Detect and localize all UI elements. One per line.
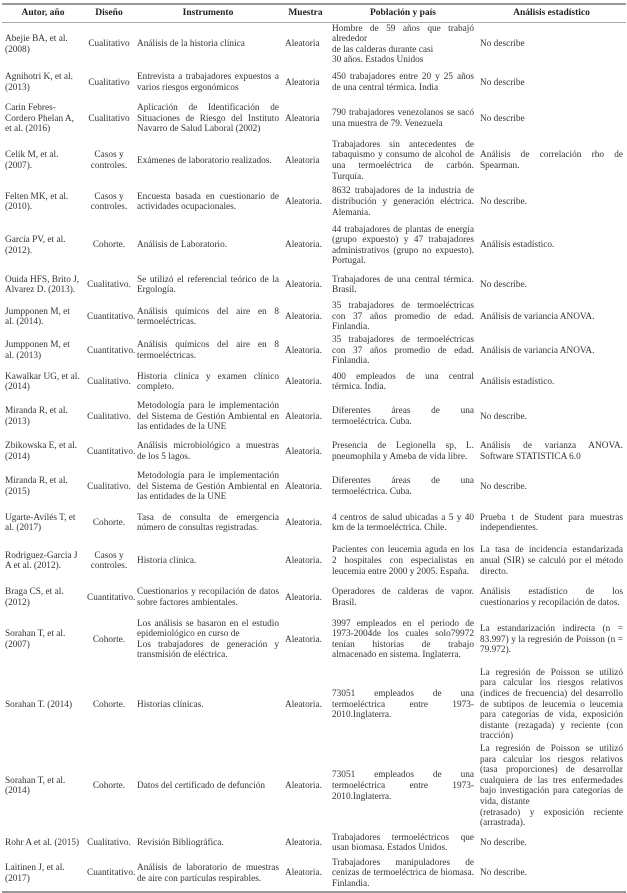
cell-statistics: La regresión de Poisson se utilizó para calcular los riesgos relativos (tasa proporciones) de desarrollar cualquiera de las tres enfermedades bajo investigación para categorías de vida, distante (retrasado) y exposición reciente (arrastrada). — [480, 743, 623, 829]
cell-population: Trabajadores manipuladores de cenizas de termoeléctrica de biomasa. Finlandia. — [332, 857, 474, 889]
cell-statistics: La estandarización indirecta (n = 83.997) y la regresión de Poisson (n = 79.972). — [480, 623, 623, 656]
cell-population: Diferentes áreas de una termoeléctrica. Cuba. — [332, 476, 474, 497]
cell-design: Cohorte. — [92, 518, 126, 529]
cell-population: 35 trabajadores de termoeléctricas con 37 años promedio de edad. Finlandia. — [332, 301, 474, 333]
cell-sample: Aleatoria. — [285, 837, 322, 848]
cell-statistics: No describe. — [480, 481, 527, 492]
cell-statistics: Análisis de varianza ANOVA. Software STATISTICA 6.0 — [480, 441, 623, 462]
cell-instrument: Aplicación de Identificación de Situaciones de Riesgo del Instituto Navarro de Salud Laboral (2002) — [137, 102, 279, 135]
cell-instrument: Se utilizó el referencial teórico de la Ergología. — [137, 274, 279, 296]
cell-statistics: No describe. — [480, 411, 527, 422]
cell-design: Cohorte. — [92, 240, 126, 251]
cell-design: Casos y controles. — [90, 150, 128, 172]
cell-design: Cohorte. — [92, 699, 126, 710]
table-row — [2, 183, 626, 221]
table-row — [2, 368, 626, 397]
cell-author: Celik M, et al. (2007). — [5, 150, 59, 172]
cell-statistics: La regresión de Poisson se utilizó para calcular los riesgos relativos (índices de frecuencia) del desarrollo de subtipos de leucemia o leucemia para categorías de vida, exposición distante (rezagada) y reciente (con tracción) — [480, 667, 623, 742]
table-row — [2, 22, 626, 67]
cell-instrument: Encuesta basada en cuestionario de actividades ocupacionales. — [137, 191, 279, 213]
cell-sample: Aleatoria. — [285, 556, 322, 567]
cell-design: Casos y controles. — [90, 191, 128, 213]
cell-author: Agnihotri K, et al. (2013) — [5, 72, 73, 93]
cell-sample: Aleatoria — [285, 39, 320, 50]
header-instrument: Instrumento — [182, 7, 234, 18]
studies-table — [2, 3, 626, 893]
cell-design: Cualitativo. — [87, 377, 131, 388]
cell-instrument: Revisión Bibliográfica. — [137, 837, 224, 848]
cell-design: Cualitativo. — [87, 837, 131, 848]
cell-author: Jumpponen M, et al. (2014). — [5, 306, 70, 328]
cell-instrument: Metodología para le implementación del Sistema de Gestión Ambiental en las entidades de la UNE — [137, 470, 279, 503]
cell-sample: Aleatoria. — [285, 377, 322, 388]
cell-sample: Aleatoria. — [285, 279, 322, 290]
cell-statistics: Análisis estadístico. — [480, 377, 555, 388]
table-row — [2, 139, 626, 183]
table-row — [2, 743, 626, 830]
table-row — [2, 300, 626, 334]
cell-statistics: No describe. — [480, 868, 527, 879]
cell-population: Hombre de 59 años que trabajó alrededor de las calderas durante casi 30 años. Estados Unidos — [332, 23, 474, 66]
cell-population: 8632 trabajadores de la industria de distribución y generación eléctrica. Alemania. — [332, 186, 474, 218]
cell-population: Operadores de calderas de vapor. Brasil. — [332, 587, 474, 608]
cell-author: Zbikowska E, et al. (2014) — [5, 441, 78, 462]
cell-author: Miranda R, et al. (2013) — [5, 406, 68, 427]
cell-author: Felten MK, et al. (2010). — [5, 191, 69, 213]
cell-design: Cualitativo. — [87, 411, 131, 422]
header-row — [2, 4, 626, 22]
cell-author: Laitinen J, et al. (2017) — [5, 863, 65, 884]
table-row — [2, 99, 626, 139]
cell-instrument: Análisis de Laboratorio. — [137, 240, 228, 251]
cell-instrument: Análisis químicos del aire en 8 termoeléctricas. — [137, 306, 279, 328]
header-population: Población y país — [370, 7, 436, 18]
header-design: Diseño — [95, 7, 123, 18]
cell-design: Cohorte. — [92, 634, 126, 645]
cell-instrument: Entrevista a trabajadores expuestos a varios riesgos ergonómicos — [137, 72, 279, 93]
cell-author: Carin Febres-Cordero Phelan A, et al. (2016) — [5, 102, 74, 135]
cell-sample: Aleatoria. — [285, 592, 322, 603]
cell-population: 450 trabajadores entre 20 y 25 años de una central térmica. India — [332, 72, 474, 93]
table-row — [2, 507, 626, 540]
cell-statistics: Análisis de variancia ANOVA. — [480, 345, 595, 356]
cell-population: Trabajadores termoeléctricos que usan biomasa. Estados Unidos. — [332, 832, 474, 854]
cell-author: Sorahan T, et al. (2014) — [5, 775, 66, 797]
cell-statistics: Análisis de correlación rho de Spearman. — [480, 150, 623, 172]
cell-author: Ugarte-Avilés T, et al. (2017) — [5, 512, 76, 534]
header-statistics: Análisis estadístico — [513, 7, 590, 18]
cell-design: Cuantitativo. — [87, 311, 136, 322]
cell-instrument: Análisis de la historia clínica — [137, 39, 245, 50]
cell-instrument: Análisis químicos del aire en 8 termoeléctricas. — [137, 340, 279, 361]
cell-statistics: No describe. — [480, 196, 527, 207]
table-row — [2, 67, 626, 99]
cell-population: Trabajadores de una central térmica. Brasil. — [332, 274, 474, 296]
cell-sample: Aleatoria. — [285, 634, 322, 645]
table-row — [2, 830, 626, 857]
cell-sample: Aleatoria. — [285, 699, 322, 710]
cell-statistics: No describe. — [480, 837, 527, 848]
cell-author: Sorahan T. (2014) — [5, 699, 73, 710]
table-row — [2, 613, 626, 667]
cell-sample: Aleatoria. — [285, 240, 322, 251]
table-row — [2, 437, 626, 467]
cell-statistics: No describe — [480, 39, 525, 50]
cell-author: Abejie BA, et al. (2008) — [5, 34, 68, 55]
cell-population: 35 trabajadores de termoeléctricas con 37 años promedio de edad. Finlandia. — [332, 335, 474, 367]
cell-population: 790 trabajadores venezolanos se sacó una muestra de 79. Venezuela — [332, 108, 474, 129]
cell-sample: Aleatoria. — [285, 868, 322, 879]
cell-statistics: No describe — [480, 77, 525, 88]
table-row — [2, 270, 626, 300]
table-row — [2, 467, 626, 507]
table-row — [2, 857, 626, 892]
cell-design: Casos y controles. — [90, 550, 128, 572]
cell-design: Cuantitativo. — [87, 868, 136, 879]
cell-design: Cuantitativo. — [87, 446, 136, 457]
cell-instrument: Tasa de consulta de emergencia número de consultas registradas. — [137, 512, 279, 534]
cell-instrument: Cuestionarios y recopilación de datos sobre factores ambientales. — [137, 587, 279, 608]
cell-author: Braga CS, et al. (2012) — [5, 587, 64, 608]
cell-population: Presencia de Legionella sp, L. pneumophila y Ameba de vida libre. — [332, 441, 474, 462]
table-row — [2, 667, 626, 743]
cell-population: 73051 empleados de una termoeléctrica entre 1973-2010.Inglaterra. — [332, 689, 474, 721]
cell-sample: Aleatoria. — [285, 345, 322, 356]
cell-sample: Aleatoria. — [285, 781, 322, 792]
cell-sample: Aleatoria. — [285, 311, 322, 322]
table-row — [2, 334, 626, 368]
cell-author: Rohr A et al. (2015) — [5, 837, 80, 848]
cell-statistics: No describe — [480, 113, 525, 124]
cell-statistics: Análisis estadístico de los cuestionarios y recopilación de datos. — [480, 587, 623, 608]
cell-instrument: Análisis microbiológico a muestras de los 5 lagos. — [137, 441, 279, 462]
cell-design: Cuantitativo. — [87, 592, 136, 603]
cell-author: Rodriguez-Garcia J A et al. (2012). — [5, 550, 78, 572]
cell-author: Miranda R, et al. (2015) — [5, 476, 68, 497]
cell-statistics: La tasa de incidencia estandarizada anual (SIR) se calculó por el método directo. — [480, 545, 623, 577]
cell-instrument: Análisis de laboratorio de muestras de aire con partículas respirables. — [137, 863, 279, 884]
cell-design: Cualitativo. — [87, 481, 131, 492]
cell-population: Trabajadores sin antecedentes de tabaquismo y consumo de alcohol de una termoeléctrica de carbón. Turquía. — [332, 139, 474, 182]
cell-author: Sorahan T, et al. (2007) — [5, 629, 66, 650]
cell-author: Jumpponen M, et al. (2013) — [5, 340, 70, 361]
cell-sample: Aleatoria. — [285, 481, 322, 492]
cell-population: Pacientes con leucemia aguda en los 2 hospitales con especialistas en leucemia entre 2000 y 2005. España. — [332, 545, 474, 577]
cell-sample: Aleatoria. — [285, 518, 322, 529]
cell-sample: Aleatoria — [285, 155, 320, 166]
cell-author: Kawalkar UG, et al. (2014) — [5, 371, 80, 393]
cell-instrument: Historia clínica. — [137, 556, 197, 567]
cell-author: García PV, et al. (2012). — [5, 235, 66, 256]
header-sample: Muestra — [288, 7, 323, 18]
cell-design: Cualitativo — [88, 113, 130, 124]
cell-design: Cohorte. — [92, 781, 126, 792]
cell-design: Cualitativo. — [87, 279, 131, 290]
cell-sample: Aleatoria. — [285, 196, 322, 207]
cell-statistics: Análisis estadístico. — [480, 240, 555, 251]
cell-sample: Aleatoria — [285, 77, 320, 88]
cell-sample: Aleatoria. — [285, 446, 322, 457]
cell-sample: Aleatoria — [285, 113, 320, 124]
cell-design: Cuantitativo. — [87, 345, 136, 356]
table-row — [2, 540, 626, 583]
cell-statistics: No describe. — [480, 279, 527, 290]
cell-population: 4 centros de salud ubicadas a 5 y 40 km de la termoeléctrica. Chile. — [332, 512, 474, 534]
cell-population: 44 trabajadores de plantas de energía (grupo expuesto) y 47 trabajadores administrativos (grupo no expuesto). Portugal. — [332, 224, 474, 267]
cell-population: 73051 empleados de una termoeléctrica entre 1973-2010.Inglaterra. — [332, 770, 474, 802]
header-author: Autor, año — [21, 7, 65, 18]
cell-population: 400 empleados de una central térmica. India. — [332, 371, 474, 393]
cell-instrument: Metodología para le implementación del Sistema de Gestión Ambiental en las entidades de la UNE — [137, 400, 279, 433]
table-row — [2, 397, 626, 437]
cell-instrument: Historias clínicas. — [137, 699, 204, 710]
cell-statistics: Prueba t de Student para muestras independientes. — [480, 512, 623, 534]
cell-population: 3997 empleados en el periodo de 1973-2004de los cuales solo79972 tenían historias de trabajo almacenado en sistema. Inglaterra. — [332, 618, 474, 661]
cell-design: Cualitativo — [88, 77, 130, 88]
cell-author: Ouida HFS, Brito J, Alvarez D. (2013). — [5, 274, 80, 296]
cell-population: Diferentes áreas de una termoeléctrica. Cuba. — [332, 406, 474, 427]
cell-instrument: Historia clínica y examen clínico completo. — [137, 371, 279, 393]
cell-statistics: Análisis de variancia ANOVA. — [480, 311, 595, 322]
cell-instrument: Exámenes de laboratorio realizados. — [137, 155, 272, 166]
cell-instrument: Los análisis se basaron en el estudio epidemiológico en curso de Los trabajadores de generación y transmisión de eléctrica. — [137, 618, 279, 661]
table-row — [2, 221, 626, 270]
cell-instrument: Datos del certificado de defunción — [137, 781, 266, 792]
cell-design: Cualitativo — [88, 39, 130, 50]
cell-sample: Aleatoria. — [285, 411, 322, 422]
table-row — [2, 583, 626, 613]
